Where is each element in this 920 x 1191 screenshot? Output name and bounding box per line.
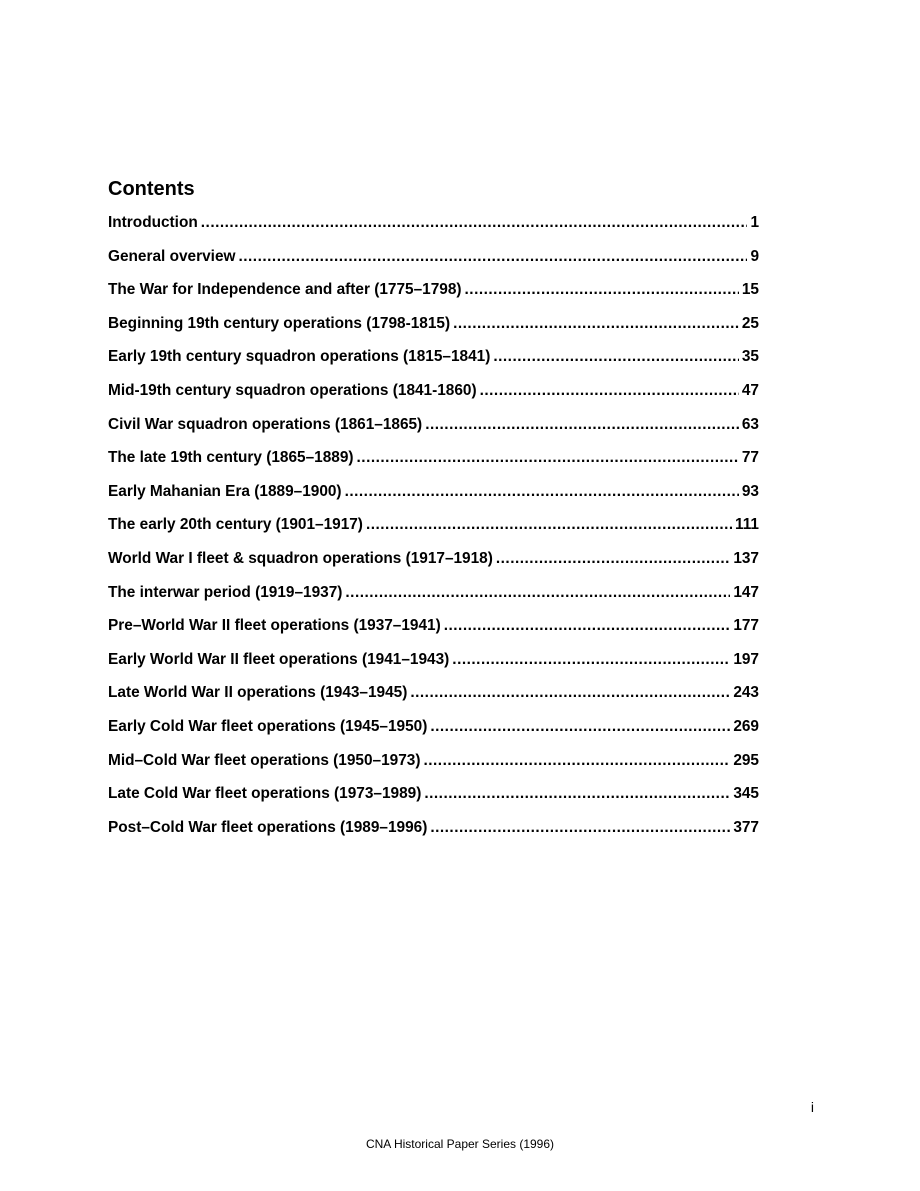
toc-entry-page: 25 bbox=[741, 314, 759, 332]
toc-entry-war-for-independence[interactable] bbox=[108, 281, 759, 315]
toc-entry-label: Mid-19th century squadron operations (1841-1860) bbox=[108, 381, 477, 399]
dot-leader bbox=[496, 550, 730, 568]
page-number: i bbox=[810, 1099, 814, 1115]
toc-entry-pre-world-war-ii[interactable] bbox=[108, 617, 759, 651]
toc-entry-page: 9 bbox=[750, 247, 759, 265]
toc-entry-page: 269 bbox=[733, 717, 759, 735]
dot-leader bbox=[410, 684, 730, 702]
dot-leader bbox=[493, 348, 739, 366]
toc-entry-label: Beginning 19th century operations (1798-1815) bbox=[108, 314, 451, 332]
toc-entry-label: Pre–World War II fleet operations (1937–1941) bbox=[108, 617, 441, 635]
toc-entry-late-world-war-ii[interactable] bbox=[108, 684, 759, 718]
toc-entry-page: 35 bbox=[741, 348, 759, 366]
toc-entry-late-19th-century[interactable] bbox=[108, 449, 759, 483]
dot-leader bbox=[345, 483, 739, 501]
toc-entry-late-cold-war[interactable] bbox=[108, 785, 759, 819]
toc-entry-page: 47 bbox=[741, 381, 759, 399]
toc-entry-label: The interwar period (1919–1937) bbox=[108, 583, 343, 601]
toc-entry-label: Late Cold War fleet operations (1973–1989) bbox=[108, 785, 422, 803]
toc-entry-beginning-19th-century[interactable] bbox=[108, 315, 759, 349]
dot-leader bbox=[430, 819, 730, 837]
toc-entry-label: Early Cold War fleet operations (1945–1950) bbox=[108, 717, 428, 735]
toc-entry-label: Early 19th century squadron operations (1815–1841) bbox=[108, 348, 491, 366]
toc-entry-label: The late 19th century (1865–1889) bbox=[108, 449, 354, 467]
toc-entry-world-war-i[interactable] bbox=[108, 550, 759, 584]
dot-leader bbox=[425, 416, 739, 434]
toc-entry-page: 147 bbox=[733, 583, 759, 601]
contents-heading: Contents bbox=[108, 178, 195, 200]
toc-entry-page: 15 bbox=[741, 281, 759, 299]
toc-entry-page: 295 bbox=[733, 751, 759, 769]
dot-leader bbox=[480, 382, 739, 400]
toc-entry-introduction[interactable] bbox=[108, 214, 759, 248]
dot-leader bbox=[452, 651, 730, 669]
toc-entry-early-cold-war[interactable] bbox=[108, 718, 759, 752]
dot-leader bbox=[453, 315, 739, 333]
toc-entry-label: Early World War II fleet operations (1941–1943) bbox=[108, 650, 450, 668]
toc-entry-early-20th-century[interactable] bbox=[108, 516, 759, 550]
toc-entry-label: Late World War II operations (1943–1945) bbox=[108, 684, 408, 702]
toc-entry-post-cold-war[interactable] bbox=[108, 819, 759, 853]
toc-entry-label: General overview bbox=[108, 247, 236, 265]
toc-entry-page: 111 bbox=[735, 516, 759, 534]
toc-entry-civil-war[interactable] bbox=[108, 416, 759, 450]
dot-leader bbox=[201, 214, 748, 232]
toc-entry-page: 177 bbox=[733, 617, 759, 635]
toc-entry-label: The early 20th century (1901–1917) bbox=[108, 516, 363, 534]
toc-entry-label: Introduction bbox=[108, 214, 198, 231]
dot-leader bbox=[465, 281, 739, 299]
page-footer: CNA Historical Paper Series (1996) bbox=[365, 1137, 555, 1151]
dot-leader bbox=[238, 248, 747, 266]
dot-leader bbox=[430, 718, 730, 736]
table-of-contents bbox=[108, 214, 759, 852]
toc-entry-page: 243 bbox=[733, 684, 759, 702]
toc-entry-label: World War I fleet & squadron operations (1917–1918) bbox=[108, 549, 493, 567]
toc-entry-mid-cold-war[interactable] bbox=[108, 752, 759, 786]
toc-entry-label: Civil War squadron operations (1861–1865) bbox=[108, 415, 423, 433]
toc-entry-page: 93 bbox=[741, 482, 759, 500]
dot-leader bbox=[345, 584, 730, 602]
toc-entry-label: Post–Cold War fleet operations (1989–1996) bbox=[108, 818, 428, 836]
toc-entry-page: 345 bbox=[733, 785, 759, 803]
dot-leader bbox=[366, 516, 732, 534]
toc-entry-page: 137 bbox=[733, 549, 759, 567]
dot-leader bbox=[424, 785, 730, 803]
toc-entry-page: 197 bbox=[733, 650, 759, 668]
toc-entry-label: Early Mahanian Era (1889–1900) bbox=[108, 482, 342, 500]
dot-leader bbox=[444, 617, 731, 635]
toc-entry-mid-19th-century[interactable] bbox=[108, 382, 759, 416]
toc-entry-page: 77 bbox=[741, 449, 759, 467]
toc-entry-general-overview[interactable] bbox=[108, 248, 759, 282]
toc-entry-page: 377 bbox=[733, 818, 759, 836]
dot-leader bbox=[357, 449, 739, 467]
toc-entry-page: 63 bbox=[741, 415, 759, 433]
toc-entry-page: 1 bbox=[750, 214, 759, 231]
toc-entry-early-world-war-ii[interactable] bbox=[108, 651, 759, 685]
toc-entry-early-19th-century[interactable] bbox=[108, 348, 759, 382]
toc-entry-interwar-period[interactable] bbox=[108, 584, 759, 618]
toc-entry-label: Mid–Cold War fleet operations (1950–1973) bbox=[108, 751, 421, 769]
dot-leader bbox=[423, 752, 730, 770]
toc-entry-label: The War for Independence and after (1775–1798) bbox=[108, 281, 462, 299]
toc-entry-early-mahanian-era[interactable] bbox=[108, 483, 759, 517]
